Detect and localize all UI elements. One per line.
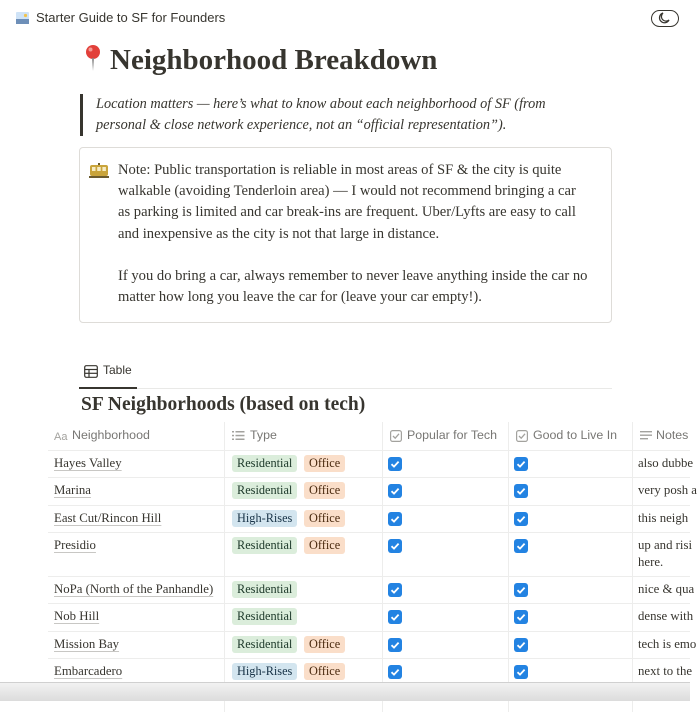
type-tag-office: Office — [304, 663, 345, 680]
notes-cell: very posh a — [638, 483, 697, 497]
tab-table[interactable] — [79, 360, 137, 389]
svg-text:Aa: Aa — [54, 431, 68, 443]
popular-checkbox[interactable] — [388, 457, 402, 471]
text-property-icon — [54, 430, 68, 441]
row-divider — [48, 658, 690, 659]
callout-paragraph: If you do bring a car, always remember to never leave anything inside the car no matter how long you leave the car for (leave your car empty!). — [118, 267, 588, 306]
notes-cell: also dubbe — [638, 456, 694, 470]
pushpin-icon — [82, 44, 104, 72]
notes-cell: up and risi — [638, 538, 693, 552]
moon-icon — [657, 12, 671, 24]
type-tag-residential: Residential — [232, 581, 297, 598]
good-to-live-checkbox[interactable] — [514, 457, 528, 471]
type-tag-office: Office — [304, 636, 345, 653]
database-title: SF Neighborhoods (based on tech) — [81, 394, 366, 415]
good-to-live-checkbox[interactable] — [514, 484, 528, 498]
neighborhood-name[interactable]: Mission Bay — [54, 637, 120, 651]
neighborhood-name[interactable]: Embarcadero — [54, 664, 123, 678]
column-divider — [632, 422, 633, 712]
row-divider — [48, 505, 690, 506]
view-tabs — [79, 360, 612, 389]
notes-cell: dense with — [638, 609, 694, 623]
notes-cell: next to the — [638, 664, 693, 678]
popular-checkbox[interactable] — [388, 638, 402, 652]
type-tag-residential: Residential — [232, 455, 297, 472]
tab-label: Table — [103, 363, 132, 377]
notes-cell: this neigh — [638, 511, 689, 525]
good-to-live-checkbox[interactable] — [514, 539, 528, 553]
row-divider — [48, 450, 690, 451]
type-tag-office: Office — [304, 510, 345, 527]
column-header-notes[interactable]: Notes — [640, 422, 690, 450]
type-tag-residential: Residential — [232, 537, 297, 554]
row-divider — [48, 631, 690, 632]
row-divider — [48, 532, 690, 533]
good-to-live-checkbox[interactable] — [514, 512, 528, 526]
text-lines-icon — [640, 430, 652, 441]
notes-cell-line2: here. — [638, 555, 664, 569]
table-icon — [84, 365, 98, 378]
type-tag-office: Office — [304, 537, 345, 554]
neighborhood-name[interactable]: Marina — [54, 483, 91, 497]
type-tag-office: Office — [304, 455, 345, 472]
row-divider — [48, 603, 690, 604]
column-header-type[interactable]: Type — [232, 422, 382, 450]
popular-checkbox[interactable] — [388, 610, 402, 624]
row-divider — [48, 477, 690, 478]
type-tag-office: Office — [304, 482, 345, 499]
type-tag-residential: Residential — [232, 636, 297, 653]
list-property-icon — [232, 430, 245, 441]
popular-checkbox[interactable] — [388, 512, 402, 526]
landscape-icon[interactable] — [16, 11, 29, 23]
good-to-live-checkbox[interactable] — [514, 610, 528, 624]
notes-cell: nice & qua — [638, 582, 695, 596]
page-title-text: Neighborhood Breakdown — [110, 44, 438, 76]
popular-checkbox[interactable] — [388, 539, 402, 553]
popular-checkbox[interactable] — [388, 665, 402, 679]
good-to-live-checkbox[interactable] — [514, 583, 528, 597]
neighborhood-name[interactable]: East Cut/Rincon Hill — [54, 511, 162, 525]
column-divider — [224, 422, 225, 712]
quote-text: Location matters — here’s what to know about each neighborhood of SF (from personal & close network experience, not an “official representation”). — [96, 96, 546, 133]
breadcrumb[interactable]: Starter Guide to SF for Founders — [36, 10, 226, 25]
column-divider — [508, 422, 509, 712]
popular-checkbox[interactable] — [388, 484, 402, 498]
top-bar — [0, 0, 690, 38]
type-tag-residential: Residential — [232, 608, 297, 625]
neighborhood-name[interactable]: NoPa (North of the Panhandle) — [54, 582, 214, 596]
column-divider — [382, 422, 383, 712]
column-header-good-to-live-in[interactable]: Good to Live In — [516, 422, 634, 450]
good-to-live-checkbox[interactable] — [514, 665, 528, 679]
callout-paragraph: Note: Public transportation is reliable in most areas of SF & the city is quite walkable (avoiding Tenderloin area) — I would not recommend bringing a car as parking is limited and car break-ins are frequent. Uber/Lyfts are easy to call and inexpensive as the city is not that large in distance. — [118, 162, 576, 242]
good-to-live-checkbox[interactable] — [514, 638, 528, 652]
tram-icon — [89, 163, 109, 179]
window-bottom-edge — [0, 682, 690, 701]
row-divider — [48, 576, 690, 577]
type-tag-residential: Residential — [232, 482, 297, 499]
transport-callout — [79, 147, 612, 323]
type-tag-high-rises: High-Rises — [232, 510, 297, 527]
popular-checkbox[interactable] — [388, 583, 402, 597]
intro-quote — [80, 94, 592, 136]
page-title — [82, 44, 437, 77]
neighborhood-name[interactable]: Presidio — [54, 538, 96, 552]
neighborhood-name[interactable]: Hayes Valley — [54, 456, 122, 470]
neighborhood-name[interactable]: Nob Hill — [54, 609, 100, 623]
column-header-popular-for-tech[interactable]: Popular for Tech — [390, 422, 508, 450]
type-tag-high-rises: High-Rises — [232, 663, 297, 680]
checkbox-property-icon — [390, 430, 402, 442]
column-header-neighborhood[interactable]: Aa Neighborhood — [54, 428, 150, 443]
notes-cell: tech is emo — [638, 637, 697, 651]
checkbox-property-icon — [516, 430, 528, 442]
theme-toggle-button[interactable] — [651, 10, 679, 27]
